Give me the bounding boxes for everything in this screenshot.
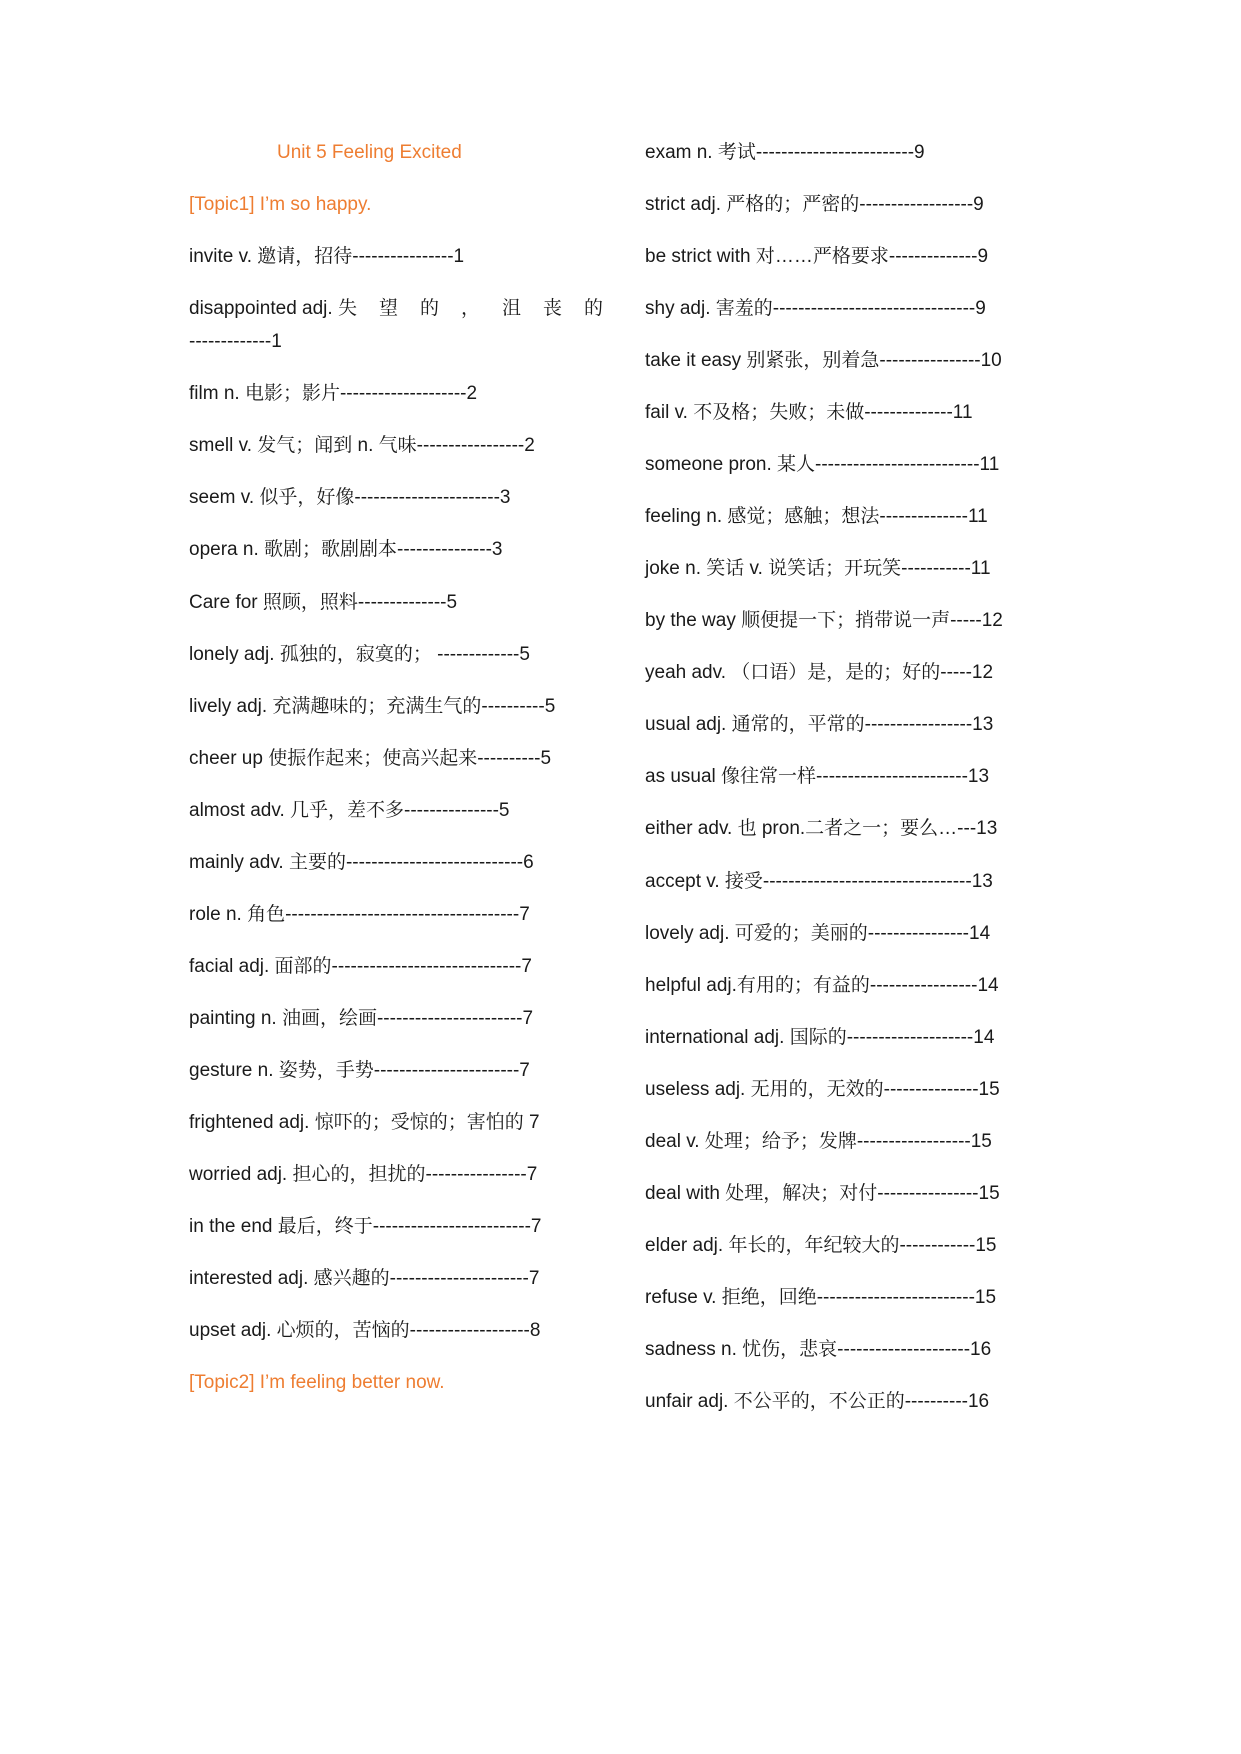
vocab-entry: deal v. 处理；给予；发牌------------------15	[645, 1131, 992, 1152]
unit-title: Unit 5 Feeling Excited	[277, 142, 462, 163]
vocab-entry: take it easy 别紧张，别着急----------------10	[645, 350, 1002, 371]
vocab-entry: refuse v. 拒绝，回绝-------------------------15	[645, 1287, 997, 1308]
vocab-entry: interested adj. 感兴趣的----------------------7	[189, 1268, 540, 1289]
vocab-entry: exam n. 考试-------------------------9	[645, 142, 925, 163]
vocab-entry: almost adv. 几乎，差不多---------------5	[189, 800, 510, 821]
vocab-entry: painting n. 油画，绘画-----------------------7	[189, 1008, 534, 1029]
wrapped-part: ，	[460, 298, 480, 319]
vocab-entry: cheer up 使振作起来；使高兴起来----------5	[189, 748, 552, 769]
vocab-entry: Care for 照顾，照料--------------5	[189, 592, 458, 613]
vocab-entry: international adj. 国际的--------------------14	[645, 1027, 995, 1048]
vocab-entry: joke n. 笑话 v. 说笑话；开玩笑-----------11	[645, 558, 991, 579]
vocab-entry: by the way 顺便提一下；捎带说一声-----12	[645, 610, 1003, 631]
vocab-entry: feeling n. 感觉；感触；想法--------------11	[645, 506, 988, 527]
wrapped-part: 望	[378, 298, 398, 319]
vocab-entry: frightened adj. 惊吓的；受惊的；害怕的 7	[189, 1112, 540, 1133]
topic2-heading: [Topic2] I’m feeling better now.	[189, 1372, 445, 1393]
topic1-heading: [Topic1] I’m so happy.	[189, 194, 372, 215]
vocab-entry: useless adj. 无用的，无效的---------------15	[645, 1079, 1000, 1100]
vocab-entry: role n. 角色-------------------------------------7	[189, 904, 530, 925]
wrapped-part: 丧	[542, 298, 562, 319]
vocab-entry: opera n. 歌剧；歌剧剧本---------------3	[189, 539, 503, 560]
vocab-entry: yeah adv. （口语）是，是的；好的-----12	[645, 662, 994, 683]
vocab-entry: lively adj. 充满趣味的；充满生气的----------5	[189, 696, 556, 717]
vocab-entry: upset adj. 心烦的，苦恼的-------------------8	[189, 1320, 541, 1341]
vocab-entry: invite v. 邀请，招待----------------1	[189, 246, 465, 267]
vocab-entry: lovely adj. 可爱的；美丽的----------------14	[645, 923, 991, 944]
vocab-entry: elder adj. 年长的，年纪较大的------------15	[645, 1235, 997, 1256]
vocab-entry: as usual 像往常一样------------------------13	[645, 766, 990, 787]
wrapped-part: 的	[419, 298, 439, 319]
vocab-entry: fail v. 不及格；失败；未做--------------11	[645, 402, 973, 423]
wrapped-part: 的	[583, 298, 603, 319]
vocab-entry: lonely adj. 孤独的，寂寞的； -------------5	[189, 644, 530, 665]
vocab-entry-continuation: -------------1	[189, 331, 282, 352]
vocab-entry: facial adj. 面部的------------------------------7	[189, 956, 532, 977]
vocab-entry: deal with 处理，解决；对付----------------15	[645, 1183, 1000, 1204]
vocab-entry: usual adj. 通常的，平常的-----------------13	[645, 714, 994, 735]
vocab-entry: unfair adj. 不公平的，不公正的----------16	[645, 1391, 990, 1412]
vocab-entry: seem v. 似乎，好像-----------------------3	[189, 487, 511, 508]
vocab-entry: strict adj. 严格的；严密的------------------9	[645, 194, 984, 215]
vocab-entry: mainly adv. 主要的----------------------------6	[189, 852, 534, 873]
wrapped-part: 沮	[501, 298, 521, 319]
vocab-entry: in the end 最后，终于-------------------------7	[189, 1216, 542, 1237]
vocab-entry-wrapped	[189, 296, 603, 322]
vocab-entry: worried adj. 担心的，担扰的----------------7	[189, 1164, 538, 1185]
vocab-entry: shy adj. 害羞的--------------------------------9	[645, 298, 986, 319]
vocab-entry: someone pron. 某人--------------------------11	[645, 454, 1000, 475]
vocab-entry: smell v. 发气；闻到 n. 气味-----------------2	[189, 435, 535, 456]
wrapped-part: disappointed adj. 失	[189, 298, 357, 319]
vocab-entry: accept v. 接受---------------------------------13	[645, 871, 993, 892]
vocab-entry: film n. 电影；影片--------------------2	[189, 383, 478, 404]
vocab-entry: gesture n. 姿势，手势-----------------------7	[189, 1060, 530, 1081]
vocab-entry: helpful adj.有用的；有益的-----------------14	[645, 975, 999, 996]
vocab-entry: be strict with 对……严格要求--------------9	[645, 246, 989, 267]
vocab-entry: either adv. 也 pron.二者之一；要么…---13	[645, 818, 998, 839]
vocab-entry: sadness n. 忧伤，悲哀---------------------16	[645, 1339, 992, 1360]
